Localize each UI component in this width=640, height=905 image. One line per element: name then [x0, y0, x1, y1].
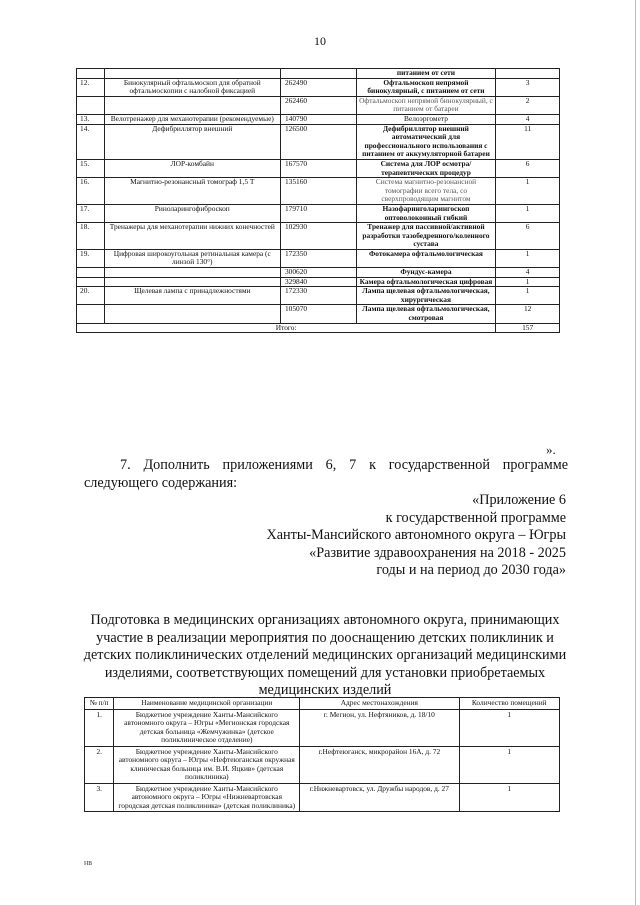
cell-num: 18.	[77, 223, 105, 250]
table-row	[85, 709, 560, 746]
total-value: 157	[496, 323, 560, 333]
cell-name: Велотренажер для механотерапии (рекомендуемые)	[104, 114, 280, 124]
table-row	[77, 287, 560, 305]
total-label: Итого:	[77, 323, 496, 333]
table-header-row	[85, 698, 560, 710]
cell-name: Тренажеры для механотерапии нижних конечностей	[104, 223, 280, 250]
cell-qty: 1	[496, 249, 560, 267]
table-row	[77, 159, 560, 177]
cell-qty: 11	[496, 124, 560, 159]
cell-num: 2.	[85, 746, 114, 783]
cell-code: 300620	[280, 268, 356, 278]
cell-name: Бинокулярный офтальмоскоп для обратной офтальмоскопии с налобной фиксацией	[104, 78, 280, 96]
cell-code: 167570	[280, 159, 356, 177]
cell-type: Фундус-камера	[356, 268, 496, 278]
cell-num: 20.	[77, 287, 105, 305]
closing-quote: ».	[546, 442, 556, 457]
col-header-count: Количество помещений	[459, 698, 560, 710]
cell-num: 3.	[85, 783, 114, 812]
cell-type: Дефибриллятор внешний автоматический для профессионального использования с питанием от аккумуляторной батареи	[356, 124, 496, 159]
cell-num: 13.	[77, 114, 105, 124]
table-row-total	[77, 323, 560, 333]
footer-mark: нв	[84, 858, 93, 867]
cell-code: 135160	[280, 178, 356, 205]
cell-name: Цифровая широкоугольная ретинальная камера (с линзой 130°)	[104, 249, 280, 267]
equipment-table	[76, 68, 560, 333]
col-header-num: № п/п	[85, 698, 114, 710]
cell-qty: 12	[496, 305, 560, 323]
cell-num: 1.	[85, 709, 114, 746]
cell-num: 17.	[77, 204, 105, 222]
cell-qty: 1	[496, 277, 560, 287]
cell-type: Офтальмоскоп непрямой бинокулярный, с питанием от сети	[356, 78, 496, 96]
scan-edge-line	[635, 0, 636, 905]
cell-num	[77, 268, 105, 278]
table-row	[77, 114, 560, 124]
table-row	[77, 124, 560, 159]
table-row	[77, 268, 560, 278]
appendix-line: Ханты-Мансийского автономного округа – Югры	[266, 527, 566, 543]
appendix-line: «Приложение 6	[472, 492, 566, 508]
cell-qty: 1	[496, 178, 560, 205]
cell-num	[77, 96, 105, 114]
cell-code: 329840	[280, 277, 356, 287]
cell-type: Лампа щелевая офтальмологическая, смотровая	[356, 305, 496, 323]
cell-code: 126500	[280, 124, 356, 159]
col-header-org: Наименование медицинской организации	[114, 698, 300, 710]
appendix-line: годы и на период до 2030 года»	[376, 562, 566, 578]
cell-name	[104, 305, 280, 323]
cell-type: Тренажер для пассивной/активной разработки тазобедренного/коленного сустава	[356, 223, 496, 250]
col-header-address: Адрес местонахождения	[300, 698, 459, 710]
table-row	[77, 69, 560, 79]
cell-qty: 4	[496, 268, 560, 278]
cell-code: 105070	[280, 305, 356, 323]
cell-qty: 4	[496, 114, 560, 124]
table-row	[77, 305, 560, 323]
cell-name	[104, 268, 280, 278]
cell-name: Щелевая лампа с принадлежностями	[104, 287, 280, 305]
cell-org: Бюджетное учреждение Ханты-Мансийского автономного округа – Югры «Нефтеюганская окружная клиническая больница им. В.И. Яцкив» (детская поликлиника)	[114, 746, 300, 783]
cell-type: Офтальмоскоп непрямой бинокулярный, с питанием от батареи	[356, 96, 496, 114]
cell-count: 1	[459, 709, 560, 746]
table-row	[85, 746, 560, 783]
cell-qty: 6	[496, 223, 560, 250]
cell-name: Дефибриллятор внешний	[104, 124, 280, 159]
appendix-line: «Развитие здравоохранения на 2018 - 2025	[309, 544, 566, 561]
cell-count: 1	[459, 783, 560, 812]
table-row	[77, 204, 560, 222]
cell-code: 172330	[280, 287, 356, 305]
cell-org: Бюджетное учреждение Ханты-Мансийского автономного округа – Югры «Нижневартовская городская детская поликлиника» (детская поликлиника)	[114, 783, 300, 812]
cell-qty: 6	[496, 159, 560, 177]
section-heading: Подготовка в медицинских организациях автономного округа, принимающих участие в реализации мероприятия по дооснащению детских поликлиник и детских поликлинических отделений медицинских организаций медицинскими изделиями, соответствующих помещений для установки приобретаемых медицинских изделий	[83, 612, 567, 698]
cell-num: 15.	[77, 159, 105, 177]
cell-type: Велоэргометр	[356, 114, 496, 124]
cell-type: Система для ЛОР осмотра/терапевтических процедур	[356, 159, 496, 177]
table-row	[77, 96, 560, 114]
appendix-header	[266, 492, 566, 580]
cell-num	[77, 305, 105, 323]
amendment-paragraph	[84, 456, 568, 492]
cell-num: 16.	[77, 178, 105, 205]
cell-count: 1	[459, 746, 560, 783]
cell-num: 14.	[77, 124, 105, 159]
cell-name: ЛОР-комбайн	[104, 159, 280, 177]
amendment-text: 7. Дополнить приложениями 6, 7 к государственной программе следующего содержания:	[84, 457, 568, 491]
cell-code: 179710	[280, 204, 356, 222]
cell-num: 19.	[77, 249, 105, 267]
cell-address: г.Нижневартовск, ул. Дружбы народов, д. 27	[300, 783, 459, 812]
cell-qty: 1	[496, 287, 560, 305]
cell-code: 102930	[280, 223, 356, 250]
cell-type: Назофаринголарингоскоп оптоволоконный гибкий	[356, 204, 496, 222]
cell-type: Лампа щелевая офтальмологическая, хирургическая	[356, 287, 496, 305]
page-number: 10	[314, 34, 326, 48]
cell-name: Риноларингофиброскоп	[104, 204, 280, 222]
cell-type: питанием от сети	[356, 69, 496, 79]
cell-name	[104, 96, 280, 114]
cell-code: 140790	[280, 114, 356, 124]
cell-type: Система магнитно-резонансной томографии всего тела, со сверхпроводящим магнитом	[356, 178, 496, 205]
cell-org: Бюджетное учреждение Ханты-Мансийского автономного округа – Югры «Мегионская городская детская больница «Жемчужинка» (детское поликлиническое отделение)	[114, 709, 300, 746]
cell-type: Фотокамера офтальмологическая	[356, 249, 496, 267]
cell-code: 262490	[280, 78, 356, 96]
cell-code: 262460	[280, 96, 356, 114]
cell-qty: 2	[496, 96, 560, 114]
organizations-table	[84, 697, 560, 812]
table-row	[77, 178, 560, 205]
appendix-line: к государственной программе	[385, 509, 566, 526]
cell-code: 172350	[280, 249, 356, 267]
cell-qty: 1	[496, 204, 560, 222]
cell-name: Магнитно-резонансный томограф 1,5 Т	[104, 178, 280, 205]
cell-address: г.Нефтеюганск, микрорайон 16А, д. 72	[300, 746, 459, 783]
cell-type: Камера офтальмологическая цифровая	[356, 277, 496, 287]
table-row	[85, 783, 560, 812]
table-row	[77, 78, 560, 96]
cell-address: г. Мегион, ул. Нефтяников, д. 18/10	[300, 709, 459, 746]
cell-qty: 3	[496, 78, 560, 96]
table-row	[77, 223, 560, 250]
cell-num: 12.	[77, 78, 105, 96]
table-row	[77, 249, 560, 267]
